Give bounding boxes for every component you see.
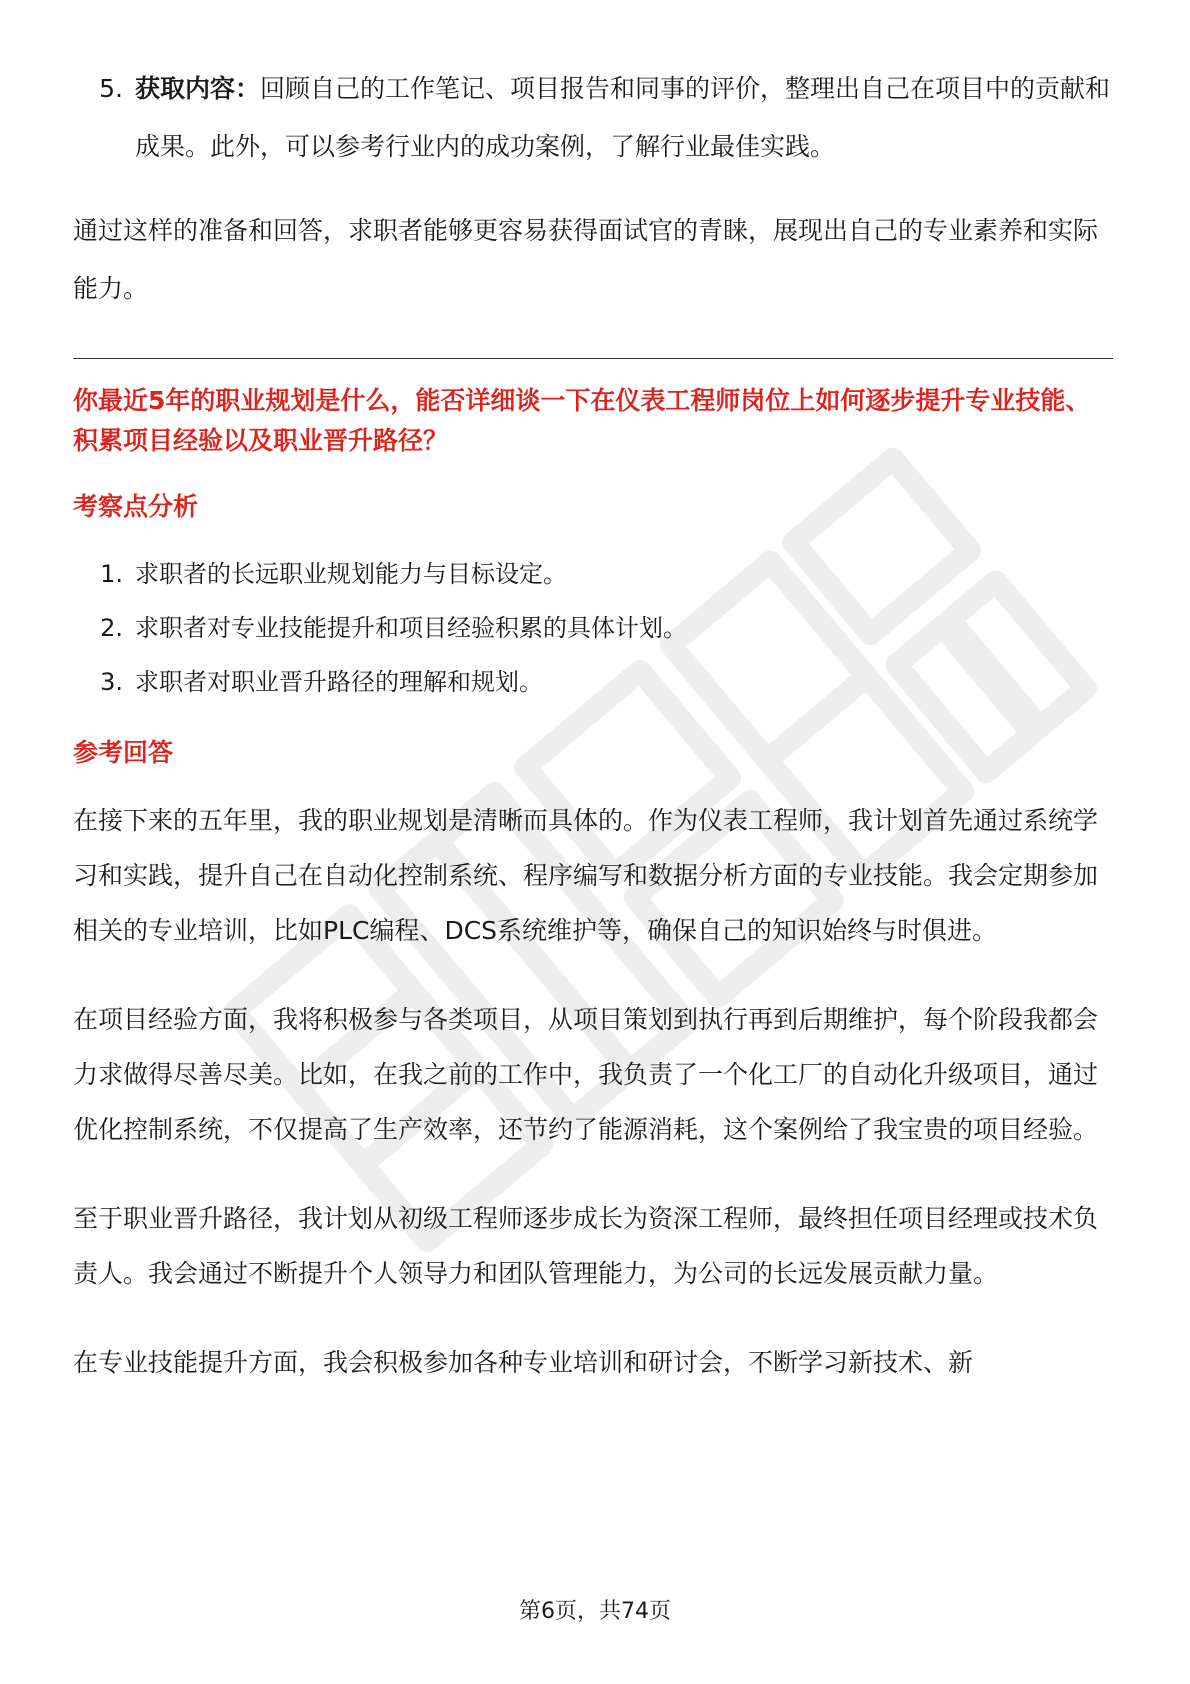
- answer-paragraph: 在项目经验方面，我将积极参与各类项目，从项目策划到执行再到后期维护，每个阶段我都会力求做得尽善尽美。比如，在我之前的工作中，我负责了一个化工厂的自动化升级项目，通过优化控制系统，不仅提高了生产效率，还节约了能源消耗，这个案例给了我宝贵的项目经验。: [73, 1005, 1099, 1144]
- question-title: 你最近5年的职业规划是什么，能否详细谈一下在仪表工程师岗位上如何逐步提升专业技能、积累项目经验以及职业晋升路径？: [73, 386, 1091, 455]
- list-number: 5.: [99, 74, 123, 103]
- list-text: 求职者的长远职业规划能力与目标设定。: [135, 560, 567, 588]
- main-content: [73, 60, 1113, 1424]
- page-footer: 第6页，共74页: [519, 1599, 671, 1624]
- list-number: 1.: [100, 560, 123, 588]
- section-divider: [73, 358, 1113, 359]
- analysis-list: [73, 547, 1113, 709]
- list-number: 3.: [100, 668, 123, 696]
- answer-heading: 参考回答: [73, 738, 174, 767]
- conclusion-paragraph: 通过这样的准备和回答，求职者能够更容易获得面试官的青睐，展现出自己的专业素养和实际能力。: [73, 216, 1099, 303]
- list-item-5: [73, 60, 1113, 176]
- list-number: 2.: [100, 614, 123, 642]
- list-item: [73, 655, 1113, 709]
- list-item: [73, 601, 1113, 655]
- item-text: 回顾自己的工作笔记、项目报告和同事的评价，整理出自己在项目中的贡献和成果。此外，可以参考行业内的成功案例，了解行业最佳实践。: [135, 74, 1111, 161]
- list-item: [73, 547, 1113, 601]
- list-text: 求职者对职业晋升路径的理解和规划。: [135, 668, 543, 696]
- list-text: 求职者对专业技能提升和项目经验积累的具体计划。: [135, 614, 687, 642]
- answer-paragraph: 在专业技能提升方面，我会积极参加各种专业培训和研讨会，不断学习新技术、新: [73, 1348, 974, 1377]
- answer-paragraph: 至于职业晋升路径，我计划从初级工程师逐步成长为资深工程师，最终担任项目经理或技术负责人。我会通过不断提升个人领导力和团队管理能力，为公司的长远发展贡献力量。: [73, 1204, 1099, 1288]
- answer-paragraph: 在接下来的五年里，我的职业规划是清晰而具体的。作为仪表工程师，我计划首先通过系统学习和实践，提升自己在自动化控制系统、程序编写和数据分析方面的专业技能。我会定期参加相关的专业培训，比如PLC编程、DCS系统维护等，确保自己的知识始终与时俱进。: [73, 806, 1099, 945]
- item-label: 获取内容：: [135, 74, 261, 103]
- analysis-heading: 考察点分析: [73, 492, 199, 521]
